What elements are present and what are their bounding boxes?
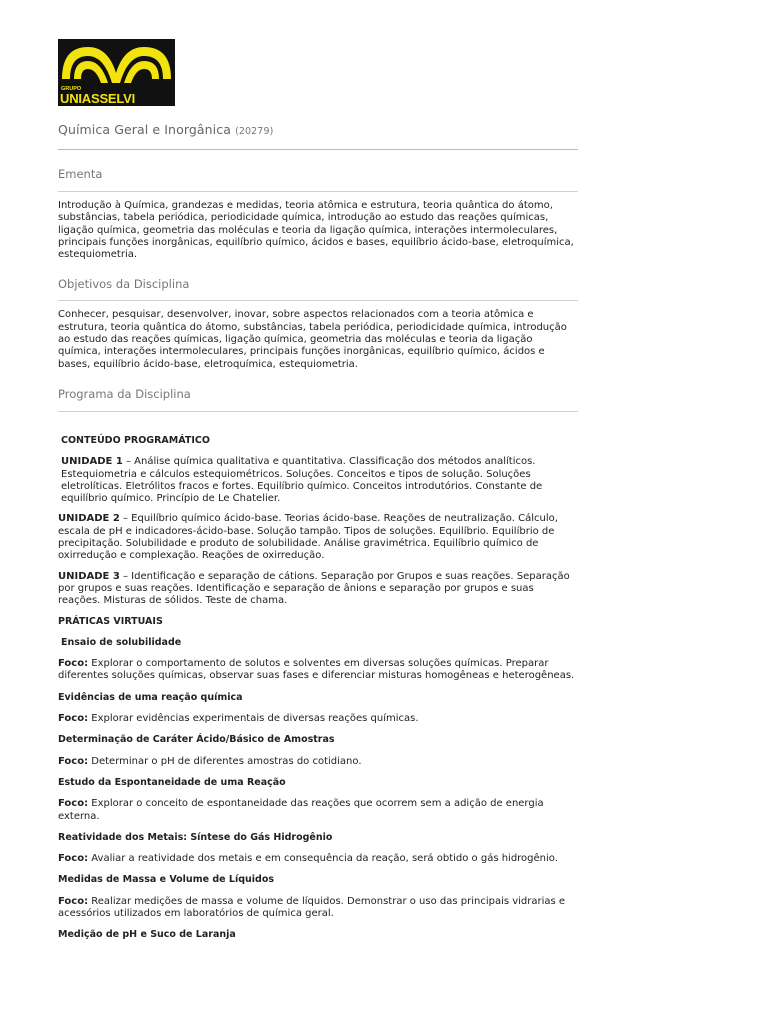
- foco-label: Foco:: [58, 658, 89, 670]
- unidade-text: – Identificação e separação de cátions. Separação por Grupos e suas reações. Separação por grupos e suas reações. Identificação e separação de ânions e separação por grupos e suas reações. Misturas de sólidos. Teste de chama.: [58, 570, 570, 607]
- pratica-title: Determinação de Caráter Ácido/Básico de Amostras: [58, 734, 335, 746]
- unidade-label: UNIDADE 3: [58, 570, 120, 582]
- unidade-label: UNIDADE 1: [61, 456, 123, 468]
- content-column: [58, 120, 578, 942]
- pratica-foco: [58, 756, 578, 768]
- pratica-foco: [58, 853, 578, 865]
- course-name: Química Geral e Inorgânica: [58, 122, 231, 137]
- unidade-label: UNIDADE 2: [58, 513, 120, 525]
- logo-group-text: GRUPO: [61, 86, 82, 92]
- course-code: (20279): [235, 126, 274, 137]
- unidade-2: [58, 513, 578, 562]
- foco-text: Explorar evidências experimentais de diversas reações químicas.: [91, 713, 419, 725]
- programa-content: [58, 435, 578, 942]
- foco-text: Realizar medições de massa e volume de líquidos. Demonstrar o uso das principais vidrarias e acessórios utilizados em laboratórios de química geral.: [58, 895, 566, 919]
- divider: [58, 411, 578, 412]
- unidade-text: – Equilíbrio químico ácido-base. Teorias ácido-base. Reações de neutralização. Cálculo, escala de pH e indicadores-ácido-base. Solução tampão. Tipos de soluções. Equilíbrio. Equilíbrio de precipitação. Solubilidade e produto de solubilidade. Análise gravimétrica. Equilíbrio químico de oxirredução e complexação. Reações de oxirredução.: [58, 513, 558, 562]
- unidade-text: – Análise química qualitativa e quantitativa. Classificação dos métodos analíticos. Estequiometria e cálculos estequiométricos. Soluções. Conceitos e tipos de solução. Soluções eletrolíticas. Eletrólitos fracos e fortes. Equilíbrio químico. Conceitos introdutórios. Constante de equilíbrio químico. Princípio de Le Chatelier.: [61, 456, 543, 505]
- pratica-title: Medição de pH e Suco de Laranja: [58, 929, 236, 941]
- objetivos-text: Conhecer, pesquisar, desenvolver, inovar, sobre aspectos relacionados com a teoria atômica e estrutura, teoria quântica do átomo, substâncias, tabela periódica, periodicidade química, introdução ao estudo das reações químicas, ligação química, geometria das moléculas e teoria da ligação química, interações intermoleculares, principais funções inorgânicas, equilíbrio químico, ácidos e bases, equilíbrio ácido-base, eletroquímica, estequiometria.: [58, 309, 567, 370]
- unidade-1: [58, 456, 578, 505]
- unidade-3: [58, 571, 578, 608]
- pratica-foco: [58, 798, 578, 823]
- foco-text: Explorar o conceito de espontaneidade das reações que ocorrem sem a adição de energia externa.: [58, 798, 544, 822]
- praticas-heading: PRÁTICAS VIRTUAIS: [58, 615, 163, 627]
- section-title-programa: Programa da Disciplina: [58, 386, 191, 401]
- foco-text: Avaliar a reatividade dos metais e em consequência da reação, será obtido o gás hidrogênio.: [91, 853, 558, 865]
- course-title: [58, 122, 578, 137]
- ementa-text: Introdução à Química, grandezas e medidas, teoria atômica e estrutura, teoria quântica do átomo, substâncias, tabela periódica, periodicidade química, introdução ao estudo das reações químicas, ligação química, geometria das moléculas e teoria da ligação química, interações intermoleculares, principais funções inorgânicas, equilíbrio químico, ácidos e bases, equilíbrio ácido-base, eletroquímica, estequiometria.: [58, 200, 574, 261]
- pratica-title: Ensaio de solubilidade: [61, 636, 182, 648]
- conteudo-heading: CONTEÚDO PROGRAMÁTICO: [61, 434, 210, 446]
- divider: [58, 149, 578, 150]
- logo-graphic: [58, 39, 175, 106]
- foco-label: Foco:: [58, 755, 89, 767]
- section-title-ementa: Ementa: [58, 167, 103, 181]
- pratica-title: Reatividade dos Metais: Síntese do Gás Hidrogênio: [58, 831, 333, 843]
- foco-label: Foco:: [58, 853, 89, 865]
- foco-label: Foco:: [58, 798, 89, 810]
- logo-name-text: UNIASSELVI: [60, 91, 136, 106]
- pratica-foco: [58, 713, 578, 725]
- uniasselvi-logo: [58, 39, 175, 106]
- foco-label: Foco:: [58, 713, 89, 725]
- divider: [58, 191, 578, 192]
- pratica-title: Evidências de uma reação química: [58, 691, 243, 703]
- pratica-title: Estudo da Espontaneidade de uma Reação: [58, 776, 286, 788]
- pratica-title: Medidas de Massa e Volume de Líquidos: [58, 874, 275, 886]
- section-title-objetivos: Objetivos da Disciplina: [58, 277, 190, 292]
- foco-text: Determinar o pH de diferentes amostras do cotidiano.: [91, 755, 362, 767]
- divider: [58, 300, 578, 301]
- foco-label: Foco:: [58, 895, 89, 907]
- pratica-foco: [58, 896, 578, 921]
- foco-text: Explorar o comportamento de solutos e solventes em diversas soluções químicas. Preparar diferentes soluções químicas, observar suas fases e diferenciar misturas homogêneas e heterogêneas.: [58, 658, 575, 682]
- pratica-foco: [58, 658, 578, 683]
